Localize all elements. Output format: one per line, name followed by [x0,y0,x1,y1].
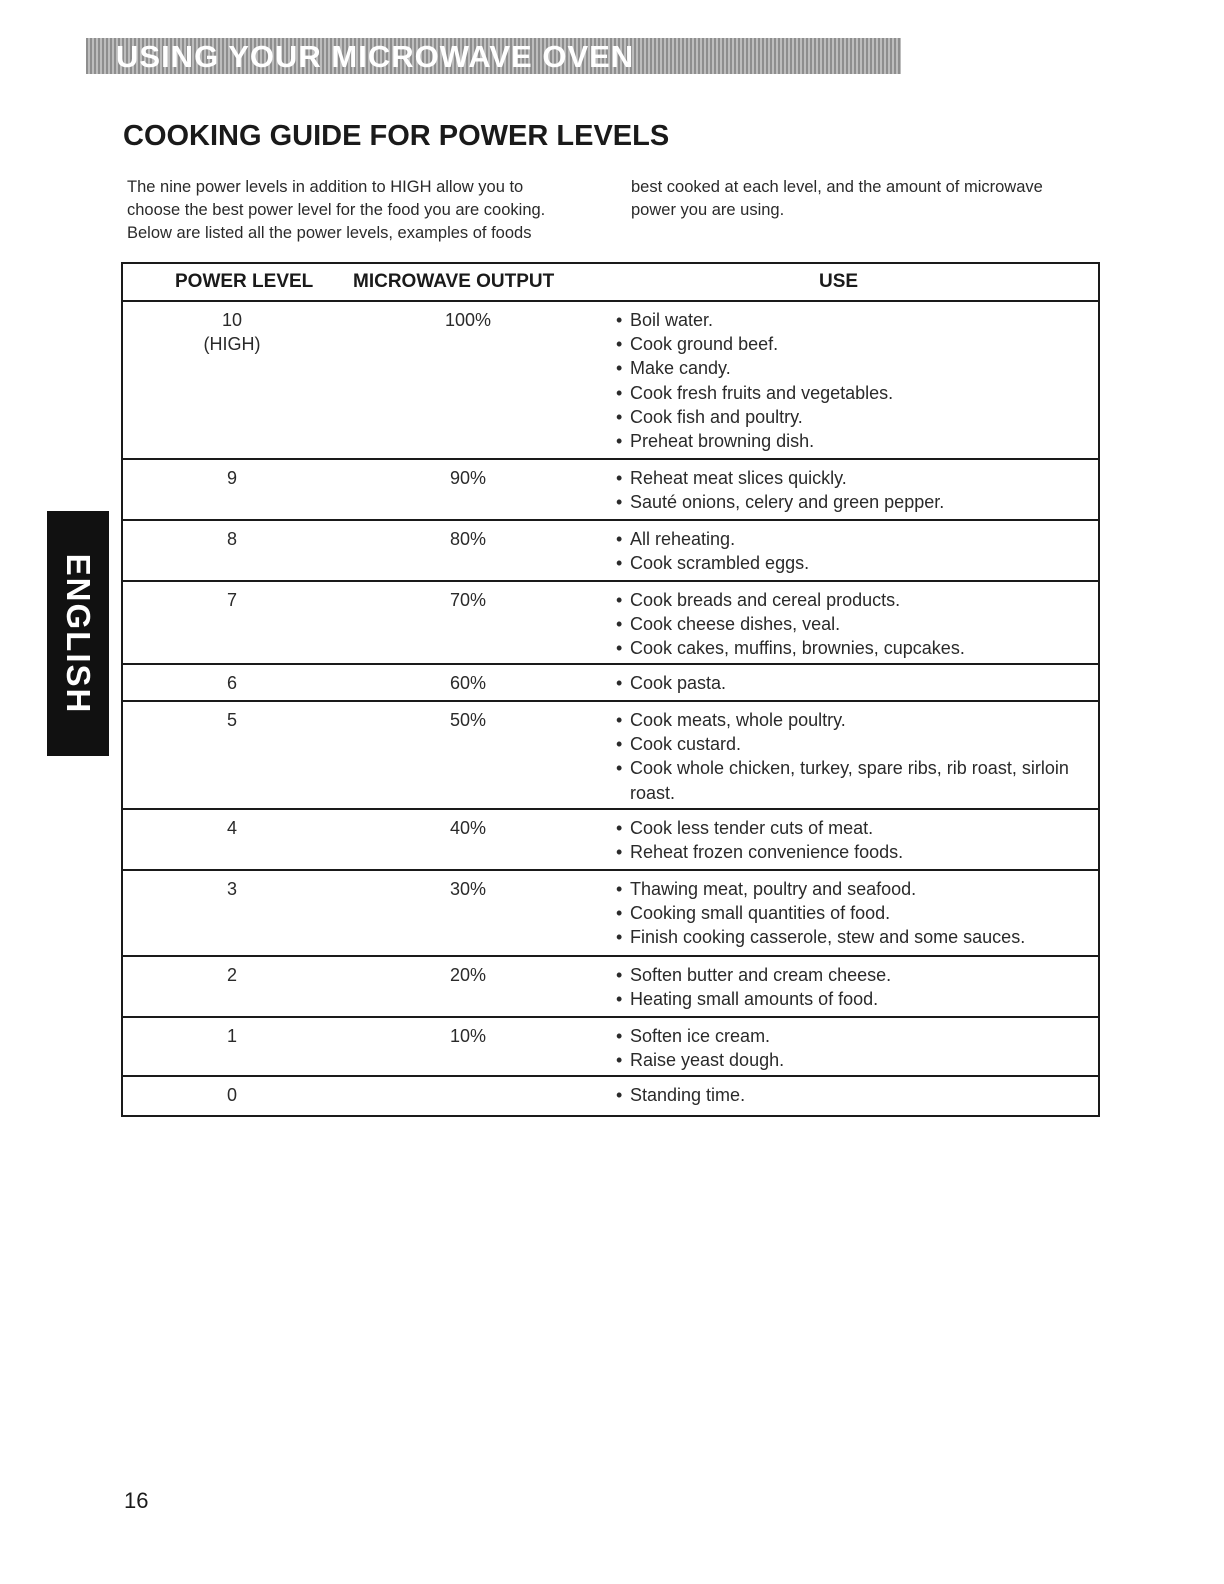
table-body [123,302,1098,1115]
bullet-icon: • [616,553,623,574]
microwave-output-cell: 50% [449,710,487,730]
table-header [123,264,1098,302]
use-text: Cook fish and poultry. [630,406,803,427]
intro-line: The nine power levels in addition to HIGH allow you to [127,178,524,196]
use-item [616,332,1086,356]
intro-line: choose the best power level for the food you are cooking. [127,201,546,219]
power-level-cell [123,877,341,901]
power-level-value: 0 [226,1085,237,1105]
table-row [123,871,1098,957]
use-text: Thawing meat, poultry and seafood. [630,879,917,899]
banner-title: USING YOUR MICROWAVE OVEN [116,39,635,74]
use-item [616,963,1086,987]
bullet-icon: • [616,310,623,330]
table-row [123,1018,1098,1077]
bullet-icon: • [616,334,623,355]
power-level-value: 5 [226,710,237,730]
use-item [616,405,1086,429]
power-level-cell [123,708,341,732]
bullet-icon: • [616,673,623,693]
header-power-level: POWER LEVEL [175,271,314,292]
use-text: Cook cheese dishes, veal. [630,614,841,635]
use-item [616,732,1086,756]
use-item [616,381,1086,405]
power-level-table [121,262,1100,1117]
microwave-output-cell: 10% [449,1026,487,1046]
use-item [616,925,1086,949]
microwave-output-cell: 30% [449,879,487,899]
power-level-value: 6 [226,673,237,693]
use-text: Cook cakes, muffins, brownies, cupcakes. [630,638,965,659]
use-cell [616,308,1086,453]
bullet-icon: • [616,431,623,452]
page-title: COOKING GUIDE FOR POWER LEVELS [123,120,670,152]
use-item [616,612,1086,636]
bullet-icon: • [616,710,623,730]
use-item [616,987,1086,1011]
side-tab-label: ENGLISH [60,553,97,714]
table-row [123,665,1098,702]
use-item [616,840,1086,864]
intro-column-right [631,176,1101,222]
power-level-cell [123,527,341,551]
header-use: USE [819,271,859,292]
table-row [123,810,1098,871]
power-level-cell [123,1083,341,1107]
table-row [123,1077,1098,1115]
use-text: Cook breads and cereal products. [630,590,901,610]
use-cell [616,466,1086,514]
power-level-sublabel: (HIGH) [203,334,261,355]
use-item [616,490,1086,514]
use-cell [616,1083,1086,1107]
bullet-icon: • [616,758,623,779]
bullet-icon: • [616,1026,623,1046]
section-banner [86,38,901,74]
use-item [616,356,1086,380]
use-item [616,308,1086,332]
bullet-icon: • [616,927,623,948]
power-level-value: 7 [226,590,237,610]
use-item [616,877,1086,901]
bullet-icon: • [616,529,623,549]
bullet-icon: • [616,903,623,924]
use-text: Cooking small quantities of food. [630,903,891,924]
use-item [616,1048,1086,1072]
power-level-cell [123,671,341,695]
use-item [616,527,1086,551]
power-level-value: 9 [226,468,237,488]
microwave-output-cell: 70% [449,590,487,610]
microwave-output-cell: 60% [449,673,487,693]
use-text: Heating small amounts of food. [630,989,879,1010]
use-text: Reheat meat slices quickly. [630,468,847,488]
microwave-output-cell: 100% [444,310,492,330]
use-item [616,551,1086,575]
use-cell [616,1024,1086,1072]
bullet-icon: • [616,879,623,899]
use-cell [616,527,1086,575]
language-side-tab [47,511,109,756]
use-cell [616,588,1086,661]
bullet-icon: • [616,614,623,635]
bullet-icon: • [616,382,623,403]
use-item [616,1024,1086,1048]
table-row [123,460,1098,521]
use-item [616,1083,1086,1107]
use-cell [616,708,1086,805]
bullet-icon: • [616,590,623,610]
use-cell [616,963,1086,1011]
bullet-icon: • [616,406,623,427]
power-level-cell [123,816,341,840]
use-text: Cook ground beef. [630,334,779,355]
use-text: Cook fresh fruits and vegetables. [630,382,894,403]
bullet-icon: • [616,965,623,985]
power-level-cell [123,466,341,490]
microwave-output-cell: 40% [449,818,487,838]
use-item [616,671,1086,695]
bullet-icon: • [616,358,623,379]
table-row [123,302,1098,460]
bullet-icon: • [616,468,623,488]
microwave-output-cell: 80% [449,529,487,549]
use-text: Raise yeast dough. [630,1050,785,1071]
use-item [616,756,1086,804]
use-item [616,816,1086,840]
use-item [616,466,1086,490]
use-text: Cook less tender cuts of meat. [630,818,874,838]
use-item [616,429,1086,453]
use-text: Boil water. [630,310,714,330]
use-text: Reheat frozen convenience foods. [630,842,904,863]
table-row [123,702,1098,810]
intro-line: Below are listed all the power levels, examples of foods [127,224,532,242]
use-text: Cook whole chicken, turkey, spare ribs, rib roast, sirloin roast. [630,758,1069,803]
bullet-icon: • [616,818,623,838]
use-text: All reheating. [630,529,736,549]
use-cell [616,816,1086,864]
use-text: Preheat browning dish. [630,431,815,452]
use-text: Cook scrambled eggs. [630,553,810,574]
use-text: Cook pasta. [630,673,727,693]
bullet-icon: • [616,842,623,863]
use-item [616,901,1086,925]
use-text: Soften ice cream. [630,1026,771,1046]
use-text: Cook custard. [630,734,742,755]
power-level-cell [123,308,341,356]
power-level-cell [123,1024,341,1048]
power-level-cell [123,588,341,612]
power-level-value: 1 [226,1026,237,1046]
use-item [616,588,1086,612]
use-text: Soften butter and cream cheese. [630,965,892,985]
table-row [123,957,1098,1018]
intro-line: best cooked at each level, and the amount of microwave [631,178,1043,196]
power-level-value: 8 [226,529,237,549]
use-cell [616,877,1086,950]
use-text: Cook meats, whole poultry. [630,710,846,730]
table-row [123,521,1098,582]
use-text: Sauté onions, celery and green pepper. [630,492,945,513]
power-level-value: 2 [226,965,237,985]
intro-line: power you are using. [631,201,785,219]
use-item [616,708,1086,732]
power-level-value: 10 [221,310,243,330]
header-microwave-output: MICROWAVE OUTPUT [353,271,555,292]
bullet-icon: • [616,734,623,755]
bullet-icon: • [616,1085,623,1105]
table-row [123,582,1098,665]
bullet-icon: • [616,638,623,659]
power-level-cell [123,963,341,987]
power-level-value: 4 [226,818,237,838]
bullet-icon: • [616,1050,623,1071]
use-text: Standing time. [630,1085,746,1105]
page-number: 16 [124,1488,149,1513]
bullet-icon: • [616,989,623,1010]
use-text: Finish cooking casserole, stew and some sauces. [630,927,1026,948]
use-cell [616,671,1086,695]
microwave-output-cell: 20% [449,965,487,985]
microwave-output-cell: 90% [449,468,487,488]
use-item [616,636,1086,660]
use-text: Make candy. [630,358,731,379]
intro-column-left [127,176,607,245]
bullet-icon: • [616,492,623,513]
power-level-value: 3 [226,879,237,899]
